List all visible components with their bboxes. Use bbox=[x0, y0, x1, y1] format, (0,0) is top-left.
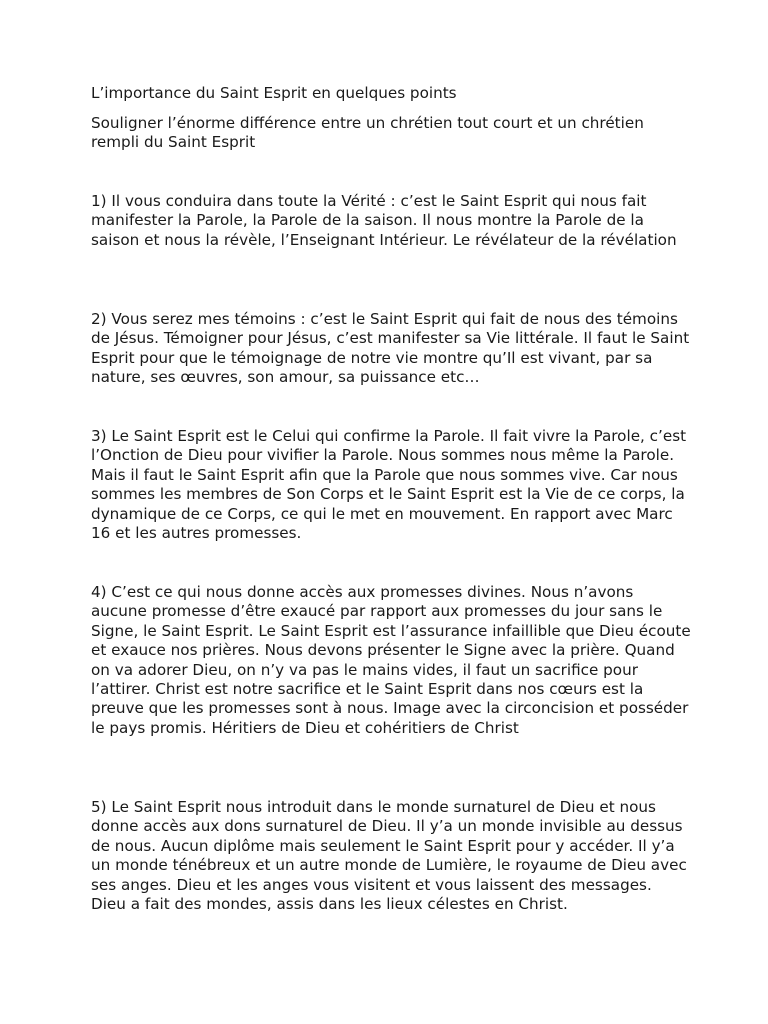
point-1: 1) Il vous conduira dans toute la Vérité : c’est le Saint Esprit qui nous fait manifester la Parole, la Parole de la saison. Il nous montre la Parole de la saison et nous la révèle, l’Enseignant Intérieur. Le révélateur de la révélation bbox=[91, 192, 677, 249]
document-intro: Souligner l’énorme différence entre un chrétien tout court et un chrétien rempli du Saint Esprit bbox=[91, 114, 644, 152]
point-4: 4) C’est ce qui nous donne accès aux promesses divines. Nous n’avons aucune promesse d’être exaucé par rapport aux promesses du jour sans le Signe, le Saint Esprit. Le Saint Esprit est l’assurance infaillible que Dieu écoute et exauce nos prières. Nous devons présenter le Signe avec la prière. Quand on va adorer Dieu, on n’y va pas le mains vides, il faut un sacrifice pour l’attirer. Christ est notre sacrifice et le Saint Esprit dans nos cœurs est la preuve que les promesses sont à nous. Image avec la circoncision et posséder le pays promis. Héritiers de Dieu et cohéritiers de Christ bbox=[91, 583, 691, 737]
document-title: L’importance du Saint Esprit en quelques points bbox=[91, 84, 457, 102]
point-3: 3) Le Saint Esprit est le Celui qui confirme la Parole. Il fait vivre la Parole, c’est l’Onction de Dieu pour vivifier la Parole. Nous sommes nous même la Parole. Mais il faut le Saint Esprit afin que la Parole que nous sommes vive. Car nous sommes les membres de Son Corps et le Saint Esprit est la Vie de ce corps, la dynamique de ce Corps, ce qui le met en mouvement. En rapport avec Marc 16 et les autres promesses. bbox=[91, 427, 687, 543]
point-5: 5) Le Saint Esprit nous introduit dans le monde surnaturel de Dieu et nous donne accès aux dons surnaturel de Dieu. Il y’a un monde invisible au dessus de nous. Aucun diplôme mais seulement le Saint Esprit pour y accéder. Il y’a un monde ténébreux et un autre monde de Lumière, le royaume de Dieu avec ses anges. Dieu et les anges vous visitent et vous laissent des messages. Dieu a fait des mondes, assis dans les lieux célestes en Christ. bbox=[91, 798, 687, 914]
point-2: 2) Vous serez mes témoins : c’est le Saint Esprit qui fait de nous des témoins de Jésus. Témoigner pour Jésus, c’est manifester sa Vie littérale. Il faut le Saint Esprit pour que le témoignage de notre vie montre qu’Il est vivant, par sa nature, ses œuvres, son amour, sa puissance etc… bbox=[91, 310, 690, 387]
